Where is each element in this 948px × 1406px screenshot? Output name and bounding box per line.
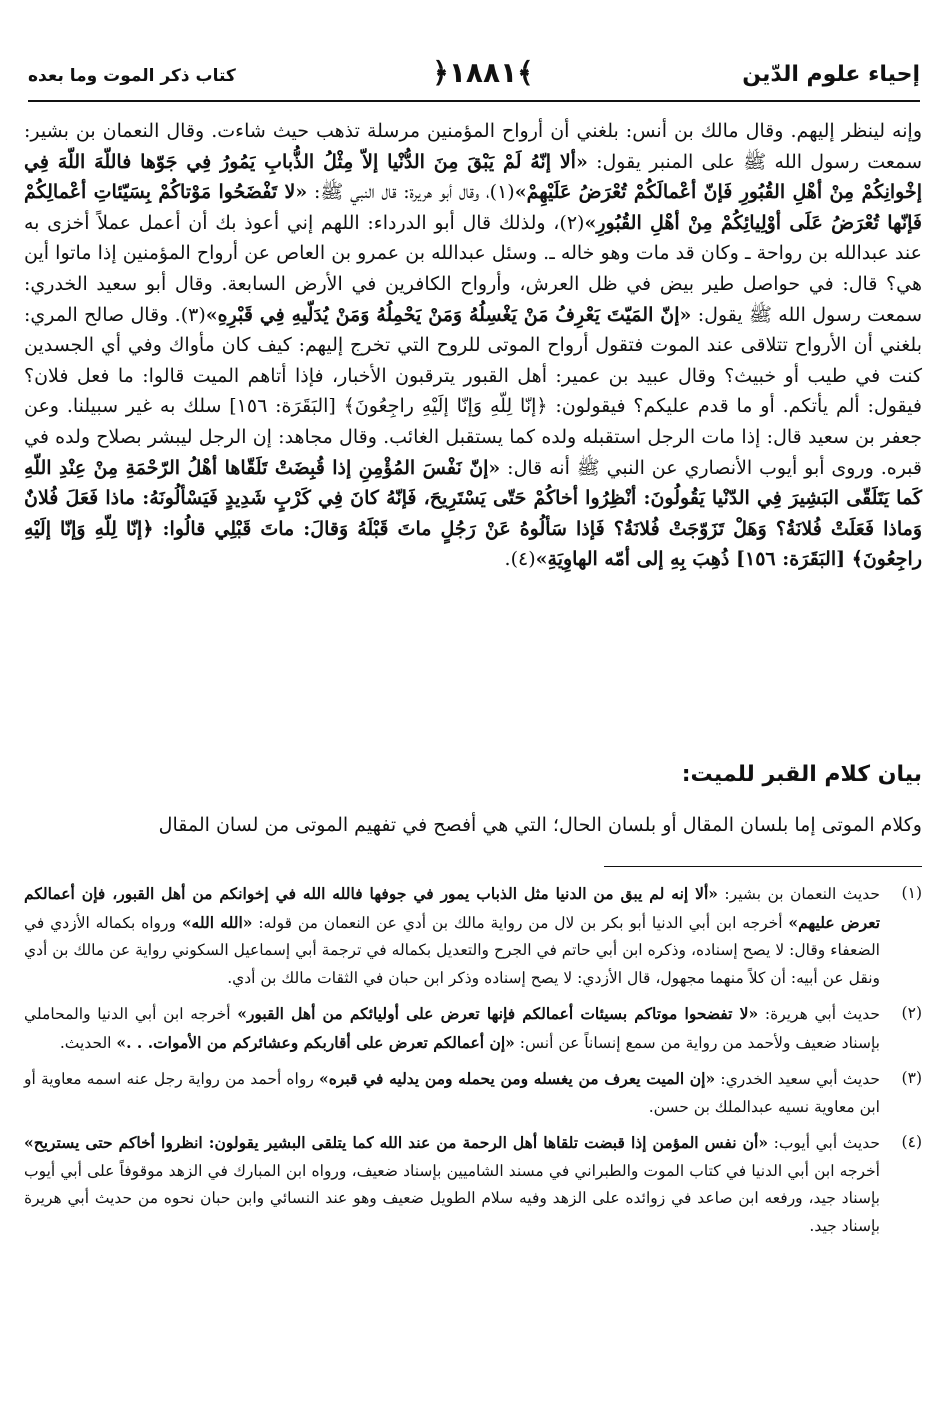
footnote-quote: «لا تفضحوا موتاكم بسيئات أعمالكم فإنها تعرض على أوليائكم من أهل القبور» <box>237 1004 759 1023</box>
footnote-segment: حديث أبي سعيد الخدري: <box>715 1070 880 1088</box>
footnote-number: (٣) <box>901 1069 922 1087</box>
footnote-number: (١) <box>901 884 922 902</box>
footnote-number: (٢) <box>901 1004 922 1022</box>
footnote-segment: الحديث. <box>59 1033 117 1052</box>
body-text-segment: (٢)، ولذلك قال أبو الدرداء: اللهم إني أعوذ بك أن أعمل عملاً أخزى به عند عبدالله بن رواحة ـ وكان قد مات وهو خاله ـ. وسئل عبدالله بن عمرو بن العاص عن أرواح المؤمنين إذا ماتوا أين هي؟ قال: في حواصل طير بيض في ظل العرش، وأرواح الكافرين في الأرض السابعة. وقال أبو سعيد الخدري: سمعت رسول الله ﷺ يقول: <box>24 211 922 326</box>
footnote-number: (٤) <box>901 1133 922 1151</box>
hadith-quote: «ألا إنّهُ لَمْ يَبْقَ مِنَ الدُّنْيا إلاّ مِثْلُ الذُّبابِ يَمُورُ فِي جَوّها فاللّهَ اللّهَ فِي إخْوانِكُمْ مِنْ أهْلِ القُبُورِ فَإنّ أعْمالَكُمْ تُعْرَضُ عَلَيْهِمْ» <box>24 150 922 204</box>
book-title: إحياء علوم الدّين <box>742 62 920 87</box>
hadith-quote: «لا تَفْضَحُوا مَوْتاكُمْ بِسَيّئاتِ أعْمالِكُمْ فَإنّها تُعْرَضُ عَلَى أوْلِيائِكُمْ مِنْ أهْلِ القُبُورِ» <box>24 181 922 234</box>
body-text-segment: (٣). وقال صالح المري: بلغني أن الأرواح تتلاقى عند الموت فتقول أرواح الموتى للروح التي تخرج إليهم: كيف كان مأواك وفي أي الجسدين كنت في طيب أو خبيث؟ وقال عبيد بن عمير: أهل القبور يترقبون الأخبار، فإذا أتاهم الميت قالوا: ما فعل فلان؟ فيقول: ألم يأتكم. أو ما قدم عليكم؟ فيقولون: ﴿إنّا لِلّهِ وَإنّا إلَيْهِ راجِعُونَ﴾ [البَقَرَة: ١٥٦] سلك به غير سبيلنا. وعن جعفر بن سعيد قال: إذا مات الرجل استقبله ولده كما يستقبل الغائب. وقال مجاهد: إن الرجل ليبشر بصلاح ولده في قبره. وروى أبو أيوب الأنصاري عن النبي ﷺ أنه قال: <box>24 303 922 479</box>
header-divider <box>28 100 920 102</box>
footnote-quote: «ألا إنه لم يبق من الدنيا مثل الذباب يمور في جوفها فالله الله في إخوانكم من أهل القبور، فإن أعمالكم تعرض عليهم» <box>24 884 881 932</box>
body-text-segment: وإنه لينظر إليهم. وقال مالك بن أنس: بلغني أن أرواح المؤمنين مرسلة تذهب حيث شاءت. وقال النعمان بن بشير: سمعت رسول الله ﷺ على المنبر يقول: <box>24 120 923 173</box>
footnote <box>24 1129 922 1240</box>
footnote-divider <box>604 866 922 867</box>
body-text-segment: (٤). <box>504 548 536 571</box>
body-text-segment: (١)، وقال أبو هريرة: قال النبي ﷺ: <box>307 181 515 204</box>
footnote-segment: حديث النعمان بن بشير: <box>717 885 881 903</box>
hadith-quote: «إنّ المَيّتَ يَعْرِفُ مَنْ يَغْسِلُهُ وَمَنْ يَحْمِلُهُ وَمَنْ يُدَلّيهِ فِي قَبْرِهِ» <box>205 303 692 326</box>
footnote-segment: ورواه بكماله الأزدي في الضعفاء وقال: لا يصح إسناده، وذكره ابن أبي حاتم في الجرح والتعديل بكماله في ترجمة أبي إسماعيل السكوني رواية عن مالك بن أدي ونقل عن أبيه: أن كلاً منهما مجهول، قال الأزدي: لا يصح إسناده وذكر ابن حبان في الثقات مالك بن أدي. <box>24 913 880 987</box>
footnote-quote: «الله الله» <box>181 912 253 932</box>
footnotes-section <box>24 880 922 1248</box>
section-heading: بيان كلام القبر للميت: <box>681 762 922 787</box>
footnote <box>24 1065 922 1121</box>
hadith-quote: «إنّ نَفْسَ المُؤْمِنِ إذا قُبِضَتْ تَلَقّاها أهْلُ الرّحْمَةِ مِنْ عِنْدِ اللّهِ كَما يَتَلَقّى البَشِيرَ فِي الدّنْيا يَقُولُونَ: أنْظِرُوا أخاكُمْ حَتّى يَسْتَرِيحَ، فَإنّهُ كانَ فِي كَرْبٍ شَدِيدٍ فَيَسْألُونَهُ: ماذا فَعَلَ فُلانٌ وَماذا فَعَلَتْ فُلانَةُ؟ وَهَلْ تَزَوّجَتْ فُلانَةُ؟ فَإذا سَألُوهُ عَنْ رَجُلٍ ماتَ قَبْلَهُ وَقالَ: ماتَ قَبْلِي قالُوا: ﴿إنّا لِلّهِ وَإنّا إلَيْهِ راجِعُونَ﴾ [البَقَرَة: ١٥٦] ذُهِبَ بِهِ إلى أمّه الهاوِيَةِ» <box>24 456 922 571</box>
footnote-segment: أخرجه ابن أبي الدنيا في كتاب الموت والطبراني في مسند الشاميين بإسناد ضعيف، ورواه ابن المبارك في الزهد موقوفاً على أبي أيوب بإسناد جيد، ورفعه ابن صاعد في زوائده على الزهد وفيه سلام الطويل ضعيف وهو عند النسائي وابن حبان نحوه من حديث أبي هريرة بإسناد جيد. <box>24 1161 880 1235</box>
footnote <box>24 880 922 992</box>
footnote-segment: أخرجه ابن أبي الدنيا والمحاملي بإسناد ضعيف ولأحمد من رواية من سمع إنساناً عن أنس: <box>24 1005 880 1052</box>
page-number: ﴿١٨٨١﴾ <box>432 56 534 89</box>
footnote-quote: «أن نفس المؤمن إذا قبضت تلقاها أهل الرحمة من عند الله كما يتلقى البشير يقولون: انظروا أخاكم حتى يستريح» <box>24 1133 769 1152</box>
footnote-text <box>24 1000 880 1057</box>
footnote-text <box>24 1065 880 1121</box>
footnote <box>24 1000 922 1057</box>
footnote-segment: حديث أبي هريرة: <box>758 1005 880 1023</box>
footnote-quote: «إن أعمالكم تعرض على أقاربكم وعشائركم من الأموات. . .» <box>116 1032 515 1052</box>
footnote-segment: حديث أبي أيوب: <box>768 1134 880 1152</box>
chapter-title: كتاب ذكر الموت وما بعده <box>28 66 236 86</box>
running-header <box>28 52 920 98</box>
section-intro-paragraph: وكلام الموتى إما بلسان المقال أو بلسان الحال؛ التي هي أفصح في تفهيم الموتى من لسان المقال <box>158 814 922 836</box>
footnote-text <box>24 880 880 992</box>
main-body-paragraph <box>24 116 922 575</box>
footnote-quote: «إن الميت يعرف من يغسله ومن يحمله ومن يدليه في قبره» <box>319 1069 716 1088</box>
footnote-segment: رواه أحمد من رواية رجل عنه اسمه معاوية أو ابن معاوية نسيه عبدالملك بن حسن. <box>24 1070 880 1116</box>
footnote-text <box>24 1129 880 1240</box>
footnote-segment: أخرجه ابن أبي الدنيا أبو بكر بن لال من رواية مالك بن أدي عن النعمان من قوله: <box>252 913 789 932</box>
